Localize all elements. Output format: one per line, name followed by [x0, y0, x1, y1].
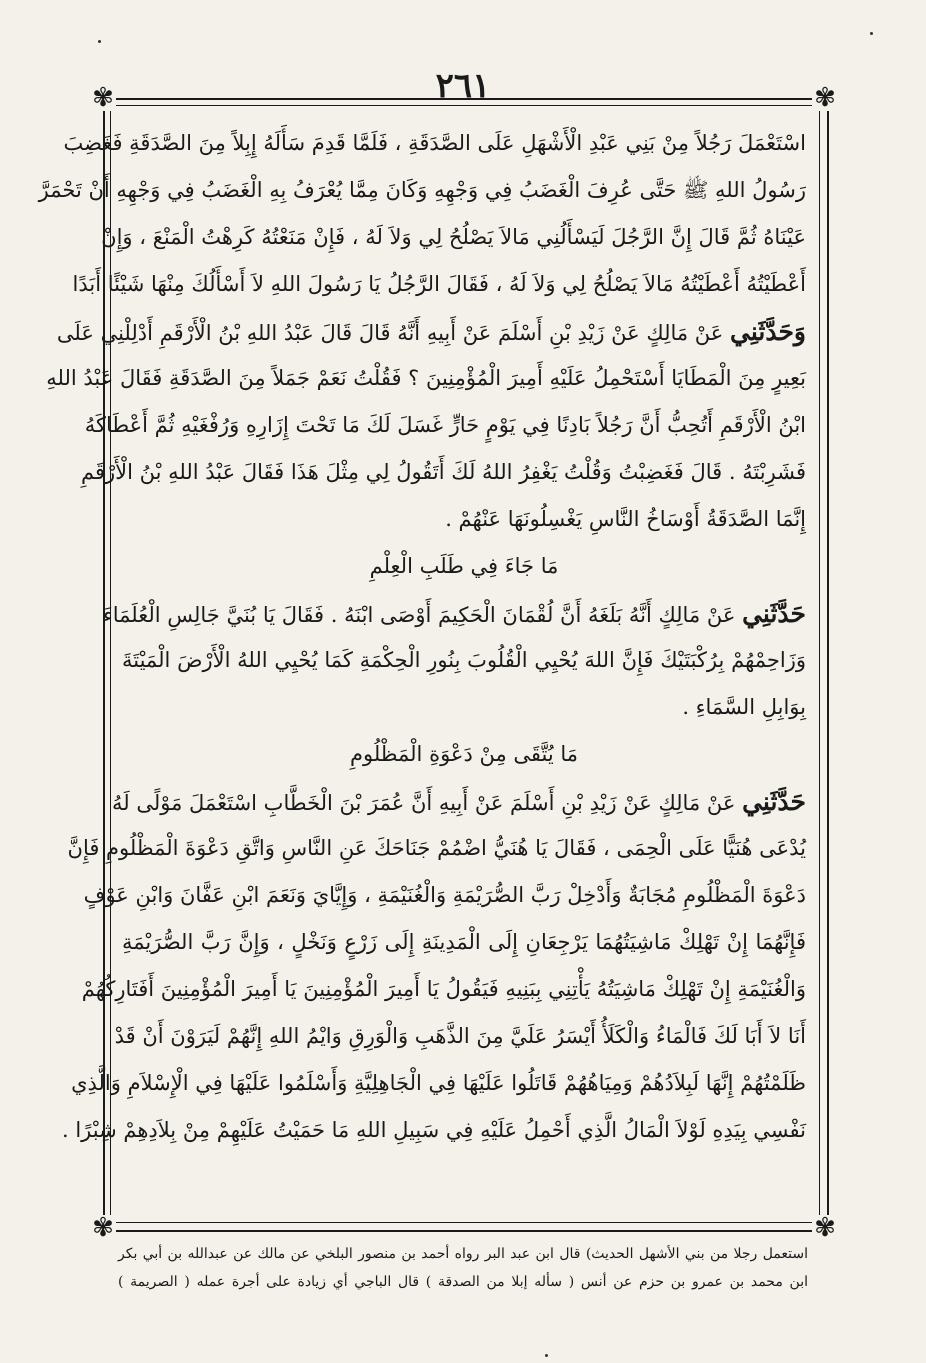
text-line — [67, 825, 806, 872]
main-text — [38, 120, 806, 1220]
corner-ornament-icon: ✾ — [90, 1215, 116, 1241]
section-heading: مَا يُتَّقَى مِنْ دَعْوَةِ الْمَظْلُومِ — [349, 742, 579, 766]
line-text: فَإِنَّهُمَا إِنْ تَهْلِكْ مَاشِيَتُهُمَا يَرْجِعَانِ إِلَى الْمَدِينَةِ إِلَى زَرْعٍ وَنَخْلٍ ، وَإِنَّ رَبَّ الصُّرَيْمَةِ — [122, 930, 806, 954]
scan-speck — [870, 32, 873, 35]
hadith-lead-word: حَدَّثَنِي — [742, 599, 806, 628]
hadith-lead-word: حَدَّثَنِي — [742, 787, 806, 816]
corner-ornament-icon: ✾ — [812, 1215, 838, 1241]
text-line — [122, 637, 806, 684]
text-line — [101, 214, 806, 261]
line-text: رَسُولُ اللهِ ﷺ حَتَّى عُرِفَ الْغَضَبُ فِي وَجْهِهِ وَكَانَ مِمَّا يُعْرَفُ بِهِ الْغَضَبُ فِي وَجْهِهِ أَنْ تَحْمَرَّ — [38, 178, 806, 202]
footnote-line: استعمل رجلا من بني الأشهل الحديث) قال ابن عبد البر رواه أحمد بن منصور البلخي عن مالك عن عبدالله بن أبي بكر — [118, 1246, 808, 1262]
footnote-line: ابن محمد بن عمرو بن حزم عن أنس ( سأله إبلا من الصدقة ) قال الباجي أي زيادة على أجرة عمله ( الصريمة ) — [118, 1274, 808, 1290]
line-text: عَنْ مَالِكٍ عَنْ زَيْدِ بْنِ أَسْلَمَ عَنْ أَبِيهِ أَنَّ عُمَرَ بْنَ الْخَطَّابِ اسْتَعْمَلَ مَوْلًى لَهُ — [112, 791, 743, 815]
line-text: ظَلَمْتُهُمْ إِنَّهَا لَبِلاَدُهُمْ وَمِيَاهُهُمْ قَاتَلُوا عَلَيْهَا فِي الْجَاهِلِيَّةِ وَأَسْلَمُوا عَلَيْهَا فِي الْإِسْلاَمِ وَالَّذِي — [71, 1071, 806, 1095]
corner-ornament-icon: ✾ — [812, 85, 838, 111]
line-text: عَنْ مَالِكٍ أَنَّهُ بَلَغَهُ أَنَّ لُقْمَانَ الْحَكِيمَ أَوْصَى ابْنَهُ . فَقَالَ يَا بُنَيَّ جَالِسِ الْعُلَمَاءَ — [102, 603, 743, 627]
line-text: أَعْطَيْتُهُ أَعْطَيْتُهُ مَالاَ يَصْلُحُ لِي وَلاَ لَهُ ، فَقَالَ الرَّجُلُ يَا رَسُولَ اللهِ لاَ أَسْأَلُكَ مِنْهَا شَيْئًا أَبَدًا — [72, 272, 806, 296]
line-text: عَيْنَاهُ ثُمَّ قَالَ إِنَّ الرَّجُلَ لَيَسْأَلُنِي مَالاَ يَصْلُحُ لِي وَلاَ لَهُ ، فَإِنْ مَنَعْتُهُ كَرِهْتُ الْمَنْعَ ، وَإِنْ — [101, 225, 806, 249]
scan-speck — [98, 40, 101, 43]
line-text: وَزَاحِمْهُمْ بِرُكْبَتَيْكَ فَإِنَّ اللهَ يُحْيِي الْقُلُوبَ بِنُورِ الْحِكْمَةِ كَمَا يُحْيِي اللهُ الْأَرْضَ الْمَيْتَةَ — [122, 648, 806, 672]
line-text: عَنْ مَالِكٍ عَنْ زَيْدِ بْنِ أَسْلَمَ عَنْ أَبِيهِ أَنَّهُ قَالَ قَالَ عَبْدُ اللهِ بْنُ الْأَرْقَمِ أَدْلِلْنِي عَلَى — [56, 321, 730, 345]
page-number: ٢٦١ — [435, 66, 491, 106]
text-line — [72, 261, 806, 308]
section-heading: مَا جَاءَ فِي طَلَبِ الْعِلْمِ — [369, 554, 559, 578]
footnote — [118, 1240, 808, 1296]
text-line — [81, 449, 806, 496]
line-text: يُدْعَى هُنَيًّا عَلَى الْحِمَى ، فَقَالَ يَا هُنَيُّ اضْمُمْ جَنَاحَكَ عَنِ النَّاسِ وَاتَّقِ دَعْوَةَ الْمَظْلُومِ فَإِنَّ — [67, 836, 806, 860]
line-text: دَعْوَةَ الْمَظْلُومِ مُجَابَةٌ وَأَدْخِلْ رَبَّ الصُّرَيْمَةِ وَالْغُنَيْمَةِ ، وَإِيَّايَ وَنَعَمَ ابْنِ عَفَّانَ وَابْنِ عَوْفٍ — [83, 883, 806, 907]
corner-ornament-icon: ✾ — [90, 85, 116, 111]
text-line — [61, 1107, 806, 1154]
text-line — [114, 1013, 806, 1060]
line-text: اسْتَعْمَلَ رَجُلاً مِنْ بَنِي عَبْدِ الْأَشْهَلِ عَلَى الصَّدَقَةِ ، فَلَمَّا قَدِمَ سَأَلَهُ إِبِلاً مِنَ الصَّدَقَةِ فَغَضِبَ — [63, 131, 806, 155]
text-line — [122, 919, 806, 966]
text-line — [71, 1060, 806, 1107]
text-line — [38, 167, 806, 214]
line-text: نَفْسِي بِيَدِهِ لَوْلاَ الْمَالُ الَّذِي أَحْمِلُ عَلَيْهِ فِي سَبِيلِ اللهِ مَا حَمَيْتُ عَلَيْهِمْ مِنْ بِلاَدِهِمْ شِبْرًا . — [61, 1118, 806, 1142]
text-line — [102, 590, 806, 637]
text-line — [56, 308, 806, 355]
line-text: وَالْغُنَيْمَةِ إِنْ تَهْلِكْ مَاشِيَتُهُ يَأْتِنِي بِبَنِيهِ فَيَقُولُ يَا أَمِيرَ الْمُؤْمِنِينَ يَا أَمِيرَ الْمُؤْمِنِينَ أَفَتَارِكُهُمْ — [81, 977, 806, 1001]
scan-speck — [545, 1354, 548, 1357]
text-line — [81, 966, 806, 1013]
line-text: بِوَابِلِ السَّمَاءِ . — [682, 695, 806, 719]
text-line — [112, 778, 806, 825]
text-line — [46, 355, 806, 402]
line-text: أَنَا لاَ أَبَا لَكَ فَالْمَاءُ وَالْكَلَأُ أَيْسَرُ عَلَيَّ مِنَ الذَّهَبِ وَالْوَرِقِ وَايْمُ اللهِ إِنَّهُمْ لَيَرَوْنَ أَنْ قَدْ — [114, 1024, 806, 1048]
text-line — [83, 872, 806, 919]
text-line — [84, 402, 806, 449]
line-text: فَشَرِبْتَهُ . قَالَ فَغَضِبْتُ وَقُلْتُ يَغْفِرُ اللهُ لَكَ أَتَقُولُ لِي مِثْلَ هَذَا فَقَالَ عَبْدُ اللهِ بْنُ الْأَرْقَمِ — [81, 460, 806, 484]
text-line — [122, 684, 806, 731]
line-text: بَعِيرٍ مِنَ الْمَطَايَا أَسْتَحْمِلُ عَلَيْهِ أَمِيرَ الْمُؤْمِنِينَ ؟ فَقُلْتُ نَعَمْ جَمَلاً مِنَ الصَّدَقَةِ فَقَالَ عَبْدُ اللهِ — [46, 366, 806, 390]
text-line — [122, 496, 806, 543]
line-text: ابْنُ الْأَرْقَمِ أَتُحِبُّ أَنَّ رَجُلاً بَادِنًا فِي يَوْمٍ حَارٍّ غَسَلَ لَكَ مَا تَحْتَ إِزَارِهِ وَرُفْغَيْهِ ثُمَّ أَعْطَاكَهُ — [84, 413, 806, 437]
text-line — [63, 120, 806, 167]
hadith-lead-word: وَحَدَّثَنِي — [730, 317, 806, 346]
line-text: إِنَّمَا الصَّدَقَةُ أَوْسَاخُ النَّاسِ يَغْسِلُونَهَا عَنْهُمْ . — [445, 507, 806, 531]
